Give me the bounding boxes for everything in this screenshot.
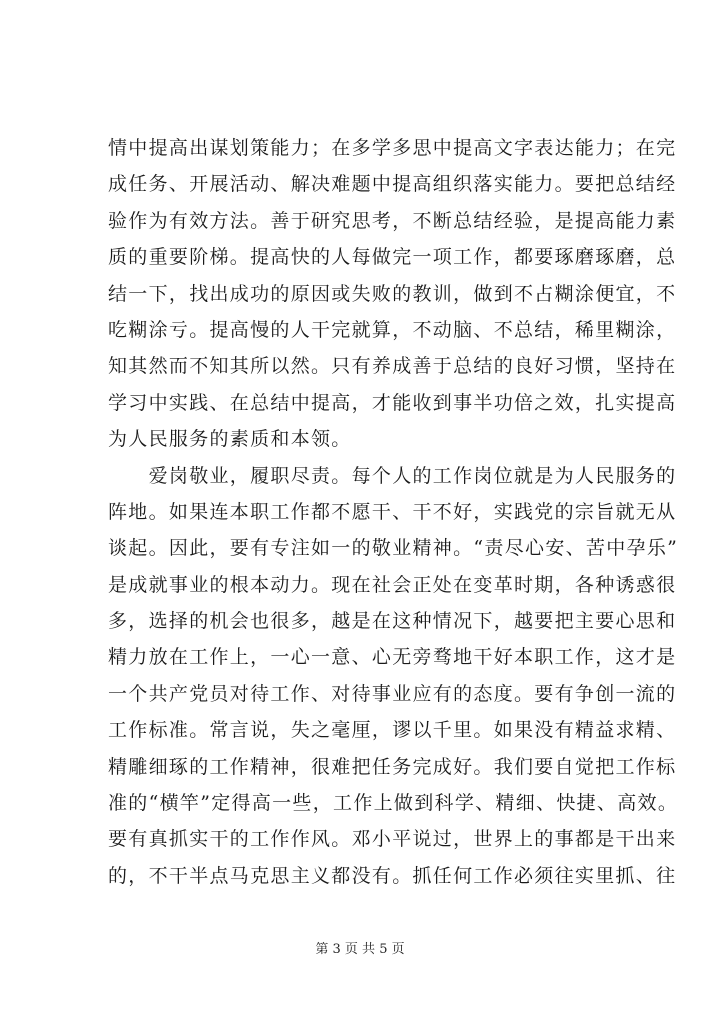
text-line: 情中提高出谋划策能力；在多学多思中提高文字表达能力；在完	[108, 137, 677, 159]
text-line: 的，不干半点马克思主义都没有。抓任何工作必须往实里抓、往	[108, 864, 677, 887]
text-line: 成任务、开展活动、解决难题中提高组织落实能力。要把总结经	[108, 173, 677, 196]
text-line: 工作标准。常言说，失之毫厘，谬以千里。如果没有精益求精、	[108, 719, 677, 742]
text-line: 验作为有效方法。善于研究思考，不断总结经验，是提高能力素	[108, 209, 677, 232]
text-line: 知其然而不知其所以然。只有养成善于总结的良好习惯，坚持在	[108, 355, 677, 378]
text-line: 多，选择的机会也很多，越是在这种情况下，越要把主要心思和	[108, 610, 677, 633]
body-text	[108, 130, 679, 894]
text-line: 精雕细琢的工作精神，很难把任务完成好。我们要自觉把工作标	[108, 755, 677, 778]
text-line: 谈起。因此，要有专注如一的敬业精神。“责尽心安、苦中孕乐”	[108, 537, 679, 560]
text-line: 要有真抓实干的工作作风。邓小平说过，世界上的事都是干出来	[108, 828, 677, 851]
text-line: 是成就事业的根本动力。现在社会正处在变革时期，各种诱惑很	[108, 573, 677, 596]
text-line: 一个共产党员对待工作、对待事业应有的态度。要有争创一流的	[108, 682, 677, 705]
text-line: 结一下，找出成功的原因或失败的教训，做到不占糊涂便宜，不	[108, 282, 677, 305]
text-line: 为人民服务的素质和本领。	[108, 428, 352, 451]
text-line: 学习中实践、在总结中提高，才能收到事半功倍之效，扎实提高	[108, 391, 677, 414]
text-line: 阵地。如果连本职工作都不愿干、干不好，实践党的宗旨就无从	[108, 500, 677, 523]
text-line: 精力放在工作上，一心一意、心无旁骛地干好本职工作，这才是	[108, 646, 677, 669]
text-line: 吃糊涂亏。提高慢的人干完就算，不动脑、不总结，稀里糊涂，	[108, 318, 677, 341]
page-footer: 第 3 页 共 5 页	[315, 942, 405, 957]
text-line: 准的“横竿”定得高一些，工作上做到科学、精细、快捷、高效。	[108, 792, 679, 815]
text-line: 爱岗敬业，履职尽责。每个人的工作岗位就是为人民服务的	[108, 464, 677, 487]
text-line: 质的重要阶梯。提高快的人每做完一项工作，都要琢磨琢磨，总	[108, 246, 677, 269]
